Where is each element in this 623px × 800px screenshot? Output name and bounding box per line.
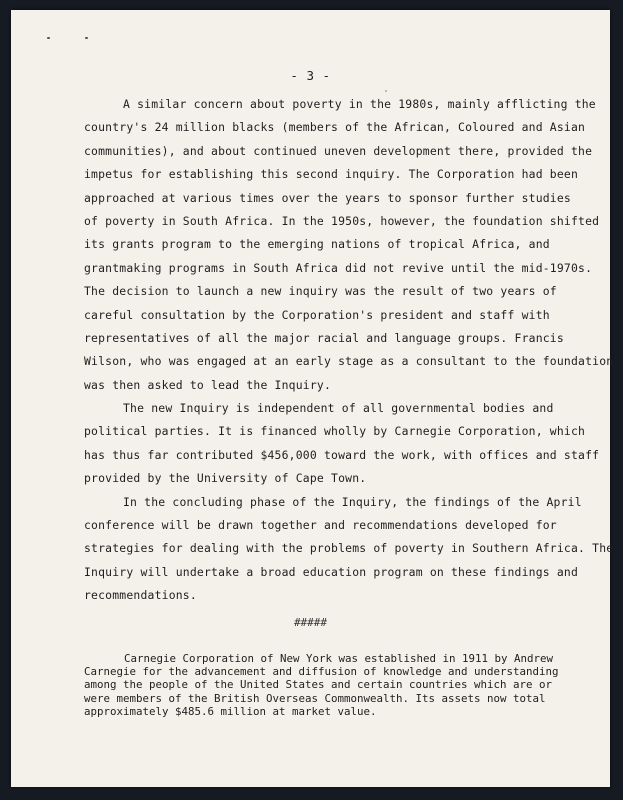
footnote-line: Carnegie Corporation of New York was established in 1911 by Andrew [124,652,554,665]
text-line: provided by the University of Cape Town. [84,471,367,486]
text-line: representatives of all the major racial and language groups. Francis [84,330,564,345]
text-line: The new Inquiry is independent of all governmental bodies and [123,401,554,416]
text-line: political parties. It is financed wholly by Carnegie Corporation, which [84,424,586,439]
footnote [84,652,559,718]
paragraph-3 [84,491,614,608]
text-line: grantmaking programs in South Africa did not revive until the mid-1970s. [84,260,593,275]
footnote-line: were members of the British Overseas Commonwealth. Its assets now total [84,691,546,705]
page-number: - 3 - [290,68,331,83]
footnote-line: Carnegie for the advancement and diffusion of knowledge and understanding [84,665,559,679]
body-text [84,93,621,608]
footnote-line: approximately $485.6 million at market value. [84,704,377,718]
text-line: approached at various times over the years to sponsor further studies [84,190,571,205]
text-line: was then asked to lead the Inquiry. [84,377,332,392]
paper-speck [47,37,50,39]
text-line: its grants program to the emerging nations of tropical Africa, and [84,237,550,252]
text-line: Wilson, who was engaged at an early stage as a consultant to the foundation, [84,354,621,369]
paragraph-2 [84,397,600,491]
text-line: The decision to launch a new inquiry was the result of two years of [84,284,557,299]
text-line: In the concluding phase of the Inquiry, the findings of the April [123,494,582,509]
paper-speck [385,90,387,92]
text-line: conference will be drawn together and recommendations developed for [84,518,557,533]
text-line: recommendations. [84,588,197,603]
text-line: strategies for dealing with the problems of poverty in Southern Africa. The [84,541,614,556]
section-separator: ##### [293,616,328,629]
text-line: country's 24 million blacks (members of the African, Coloured and Asian [84,120,586,135]
text-line: A similar concern about poverty in the 1980s, mainly afflicting the [123,97,596,111]
paper-speck [85,37,88,39]
text-line: has thus far contributed $456,000 toward the work, with offices and staff [84,447,600,462]
text-line: communities), and about continued uneven development there, provided the [84,143,593,158]
footnote-line: among the people of the United States and certain countries which are or [84,678,553,692]
document-page [11,10,621,787]
text-line: impetus for establishing this second inquiry. The Corporation had been [84,167,579,182]
text-line: of poverty in South Africa. In the 1950s, however, the foundation shifted [84,213,600,228]
text-line: careful consultation by the Corporation's president and staff with [84,307,550,322]
paragraph-1 [84,93,621,397]
text-line: Inquiry will undertake a broad education program on these findings and [84,564,579,579]
